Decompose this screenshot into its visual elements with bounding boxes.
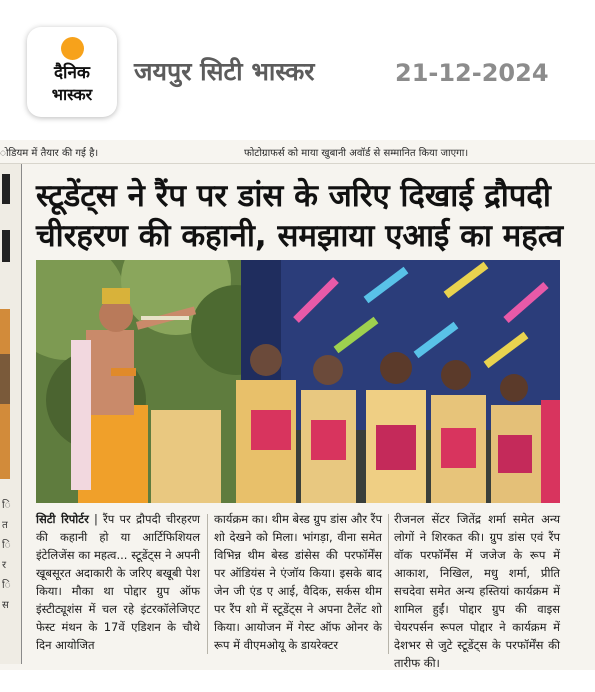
logo-text-line1: दैनिक [54, 63, 90, 83]
article-column-2: कार्यक्रम का। थीम बेस्ड ग्रुप डांस और रैंप शो देखने को मिला। भांगड़ा, वीना समेत विभिन्न थीम बेस्ड डांसेस की परफॉर्मेंस पर ऑडियंस ने एंजॉय किया। इसके बाद जेन जी एंड ए आई, वैदिक, सर्कस थीम पर रैंप शो में स्टूडेंट्स ने अपना टैलेंट शो किया। आयोजन में गेस्ट ऑफ ओनर के रूप में वीएमओयू के डायरेक्टर [214, 512, 382, 652]
adjacent-column-edge [0, 164, 22, 664]
edition-name: जयपुर सिटी भास्कर [134, 57, 315, 86]
edition-date: 21-12-2024 [395, 59, 549, 87]
newspaper-clipping [0, 140, 595, 670]
previous-article-left-text: ोडियम में तैयार की गई है। [0, 148, 99, 159]
logo-text-line2: भास्कर [51, 85, 93, 104]
newspaper-logo [27, 27, 117, 117]
page-footer-space [0, 670, 595, 692]
previous-article-right-text: फोटोग्राफर्स को माया खुबानी अवॉर्ड से सम्मानित किया जाएगा। [244, 148, 469, 159]
previous-article-strip [0, 140, 595, 164]
column-divider [207, 514, 208, 654]
column-divider [388, 514, 389, 654]
article-headline: स्टूडेंट्स ने रैंप पर डांस के जरिए दिखाई द्रौपदी चीरहरण की कहानी, समझाया एआई का महत्व [36, 178, 564, 254]
page-header [0, 0, 595, 140]
adjacent-photo-shadow [0, 354, 10, 404]
article-column-1-text: | रैंप पर द्रौपदी चीरहरण की कहानी हो या आर्टिफिशियल इंटेलिजेंस का महत्व... स्टूडेंट्स ने अपनी खूबसूरत अदाकारी के जरिए बखूबी पेश किया। मौका था पोद्दार ग्रुप ऑफ इंस्टीट्यूशंस में चल रहे इंटरकॉलेजिएट फेस्ट मंथन के 17वें एडिशन के चौथे दिन आयोजित [36, 512, 200, 652]
sun-icon [61, 37, 84, 60]
adjacent-column-text: ि त ि र ि स [2, 500, 11, 611]
article-photo [36, 260, 560, 503]
adjacent-glyph-block [2, 174, 10, 204]
article-byline: सिटी रिपोर्टर [36, 512, 89, 526]
article-column-1 [36, 510, 200, 654]
article-column-3: रीजनल सेंटर जितेंद्र शर्मा समेत अन्य लोगों ने शिरकत की। ग्रुप डांस एवं रैंप वॉक परफॉर्मेंस में जजेज के रूप में आकाश, निखिल, मधु शर्मा, प्रीति सचदेवा समेत अन्य हस्तियां कार्यक्रम में शामिल हुईं। पोद्दार ग्रुप की वाइस चेयरपर्सन रूपल पोद्दार ने कार्यक्रम में देशभर से जुटे स्टूडेंट्स के परफॉर्मेंस की तारीफ की। [394, 512, 560, 670]
article-body [36, 510, 560, 670]
adjacent-glyph-block [2, 230, 10, 262]
